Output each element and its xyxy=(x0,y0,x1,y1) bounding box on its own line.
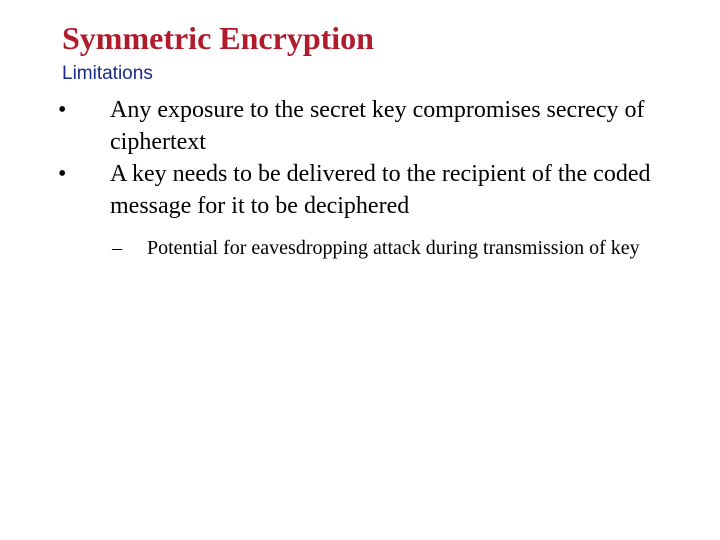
bullet-text: A key needs to be delivered to the recipient of the coded message for it to be deciphered xyxy=(110,161,651,219)
slide-title: Symmetric Encryption xyxy=(62,20,374,56)
bullet-item xyxy=(0,158,720,222)
slide-subtitle: Limitations xyxy=(62,63,153,84)
bullet-marker: • xyxy=(58,161,67,187)
sub-bullet-marker: – xyxy=(112,237,122,259)
sub-bullet-item xyxy=(0,234,720,262)
sub-bullet-text: Potential for eavesdropping attack during transmission of key xyxy=(147,237,640,259)
bullet-text: Any exposure to the secret key compromises secrecy of ciphertext xyxy=(110,97,645,155)
bullet-item xyxy=(0,94,720,158)
bullet-marker: • xyxy=(58,97,67,123)
bullet-list xyxy=(0,94,720,262)
